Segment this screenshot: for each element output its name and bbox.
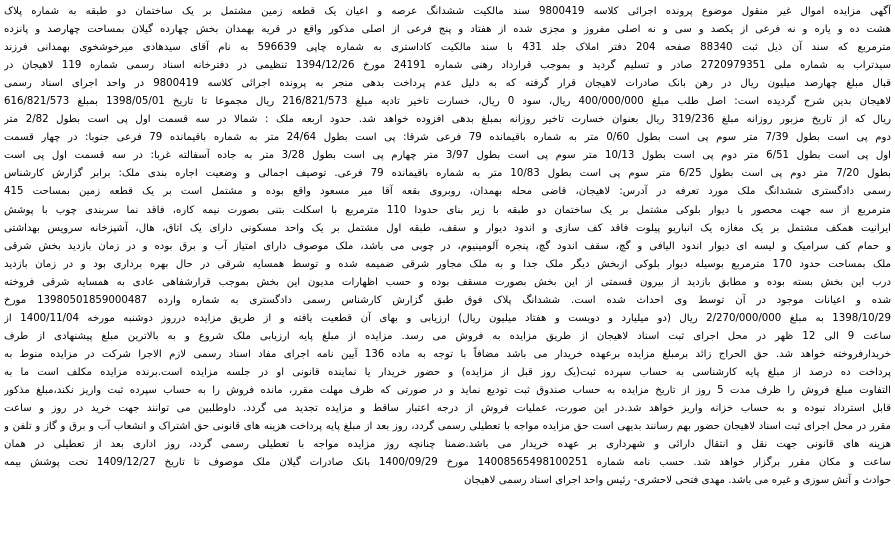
notice-line: ساعت و مکان مقرر برگزار خواهد شد. حسب نامه شماره 14008565498100251 مورخ 1400/09/29 بانک صادرات گیلان ملک موصوف تا تاریخ 1409/12/27 تحت پوشش بیمه	[4, 457, 891, 469]
notice-line: و حمام کف سرامیک و لیسه ای دیوار اندود الیافی و گچ، سقف اندود گچ، پنجره آلومینیوم، در چوبی می باشد، ملک موصوف دارای امتیاز آب و برق بوده و در زمان بازدید بخش شرقی	[4, 240, 891, 252]
notice-line: مقرر در محل اجرای ثبت اسناد لاهیجان حضور بهم رسانند بدیهی است حق مزایده مواجه با تعطیلی رسمی گردد، روز بعد از مبلغ پایه پرداخت هزینه های قانونی حق اشتراک و انشعاب آب و برق و گاز و تلفن و	[4, 421, 891, 433]
notice-line: ایرانیت همکف مشتمل بر یک مغازه یک انباریو پیلوت فاقد کف سازی و اندود دیوار و سقف، طبقه اول مشتمل بر یک واحد مسکونی دارای یک اتاق، هال، آشپزخانه سرویس بهداشتی	[4, 222, 891, 234]
notice-line: درب این بخش بسته بوده و مطابق بازدید از بیرون قسمتی از این بخش بصورت مسقف بوده و حسب اظهارات مدیون این بخش بموجب قرارشفاهی عادی به همسایه شرقی فروخته	[4, 276, 891, 288]
notice-line: 1398/10/29 به مبلغ 2/270/000/000 ریال (دو میلیارد و دویست و هفتاد میلیون ریال) ارزیابی و بهای آن قطعیت یافته و از طریق مزایده درروز دوشنبه مورخه 1400/11/04 از	[4, 312, 891, 324]
notice-line: شده و اعیانات موجود در آن توسط وی احداث شده است. ششدانگ پلاک فوق طبق گزارش کارشناس رسمی دادگستری به شماره وارده 13980501859000487 مورخ	[4, 294, 891, 306]
notice-signature-line: حوادث و آتش سوزی و غیره می باشد. مهدی فتحی لاحشری- رئیس واحد اجرای اسناد رسمی لاهیجان	[464, 475, 891, 487]
notice-line: مترمربع از سه جهت محصور با دیوار بلوکی مشتمل بر یک ساختمان دو طبقه با زیر بنای حدودا 110 مترمربع با اسکلت بتنی بصورت نیمه کاره، فاقد نما سربندی چوب با پوشش	[4, 204, 891, 216]
notice-line: سیدتراب به شماره ملی 2720979351 صادر و تسلیم گردید و بموجب قرارداد رهنی شماره 24191 مورخ 1394/12/26 تنظیمی در دفترخانه اسناد رسمی شماره 119 لاهیجان در	[4, 60, 891, 72]
notice-line: دوم پی است بطول 7/39 متر سوم پی است بطول 0/60 متر به شماره باقیمانده 79 فرعی شرقا: پی است بطول 24/64 متر به شماره باقیمانده 79 فرعی جنوبا: در چهار قسمت	[4, 132, 891, 144]
notice-line: قابل استرداد نبوده و به حساب خزانه واریز خواهد شد.در این صورت، عملیات فروش از درجه اعتبار ساقط و مزایده تجدید می گردد. داوطلبین می توانند جهت خرید در روز و ساعت	[4, 403, 891, 415]
notice-line: خریدارفروخته خواهد شد. حق الحراج زائد برمبلغ مزایده برعهده خریدار می باشد مضافاً با توجه به ماده 136 آیین نامه اجرای مفاد اسناد رسمی لازم الاجرا شرکت در مزایده منوط به	[4, 348, 891, 360]
notice-line: ریال که از تاریخ مزبور روزانه مبلغ 319/236 ریال بعنوان خسارت تاخیر روزانه بمبلغ بدهی افزوده خواهد شد. حدود اربعه ملک : شمالا در سه قسمت اول پی است بطول 2/82 متر	[4, 114, 891, 126]
notice-line: لاهیجان بدین شرح گردیده است: اصل طلب مبلغ 400/000/000 ریال، سود 0 ریال، خسارت تاخیر تادیه مبلغ 216/821/573 ریال مجموعا تا تاریخ 1398/05/01 بمبلغ 616/821/573	[4, 96, 891, 108]
notice-line: ساعت 9 الی 12 ظهر در محل اجرای ثبت اسناد لاهیجان از طریق مزایده به فروش می رسد. مزایده از مبلغ پایه ارزیابی ملک شروع و به بالاترین مبلغ پیشنهادی از طرف	[4, 330, 891, 342]
notice-line: مترمربع که سند آن ذیل ثبت 88340 صفحه 204 دفتر املاک جلد 431 با سند مالکیت کاداستری به شماره چاپی 596639 به نام آقای سیدهادی میرخوشخوی بهمدانی فرزند	[4, 42, 891, 54]
notice-line: رسمی دادگستری ششدانگ ملک مورد تعرفه در آدرس: لاهیجان، قاضی محله بهمدان، روبروی بقعه آقا میر مسعود واقع بوده و مشتمل است بر یک قطعه زمین بمساحت 415	[4, 186, 891, 198]
notice-line: هزینه های قانونی جهت نقل و انتقال دارائی و شهرداری بر عهده خریدار می باشد.ضمنا چنانچه روز مزایده مواجه با تعطیلی رسمی گردد، روز اداری بعد از تعطیلی در همان	[4, 439, 891, 451]
notice-line: التفاوت مبلغ فروش را ظرف مدت 5 روز از تاریخ مزایده به حساب صندوق ثبت تودیع نماید و در صورتی که ظرف مهلت مقرر، مانده فروش را به حساب سپرده ثبت واریز نکند،مبلغ مذکور	[4, 384, 891, 396]
notice-line: قبال مبلغ چهارصد میلیون ریال در رهن بانک صادرات لاهیجان قرار گرفته که به دلیل عدم پرداخت بدهی منجر به پرونده اجرائی کلاسه 9800419 در واحد اجرای اسناد رسمی	[4, 78, 891, 90]
notice-line: بطول 7/20 متر دوم پی است بطول 6/25 متر سوم پی است بطول 10/83 متر به شماره باقیمانده 79 فرعی. توصیف اجمالی و وضعیت اجاره بندی ملک: برابر گزارش کارشناس	[4, 168, 891, 180]
notice-line: هشت ده و یاره و نه فرعی از یکصد و سی و نه اصلی مفروز و مجزی شده از هفتاد و پنج فرعی از اصلی مذکور واقع در قریه بهمدان بخش چهارده گیلان بمساحت چهارصد و پانزده	[4, 24, 891, 36]
notice-line: آگهی مزایده اموال غیر منقول موضوع پرونده اجرائی کلاسه 9800419 سند مالکیت ششدانگ عرصه و اعیان یک قطعه زمین مشتمل بر یک ساختمان دو طبقه به شماره پلاک	[4, 6, 891, 17]
notice-line: پرداخت ده درصد از مبلغ پایه کارشناسی به حساب سپرده ثبت(یک روز قبل از مزایده) و حضور خریدار یا نماینده قانونی او در جلسه مزایده است.برنده مزایده مکلف است ما به	[4, 366, 891, 378]
notice-line: ملک بمساحت حدود 170 مترمربع بوسیله دیوار بلوکی ازبخش دیگر ملک جدا و به ملک مجاور شرقی ضمیمه شده و توسط همسایه شرقی در حال بهره برداری بود و در زمان بازدید	[4, 258, 891, 270]
notice-line: اول پی است بطول 6/51 متر دوم پی است بطول 10/13 متر سوم پی است بطول 3/97 متر چهارم پی است بطول 3/28 متر به جاده آسفالته غربا: در سه قسمت اول پی است	[4, 150, 891, 162]
